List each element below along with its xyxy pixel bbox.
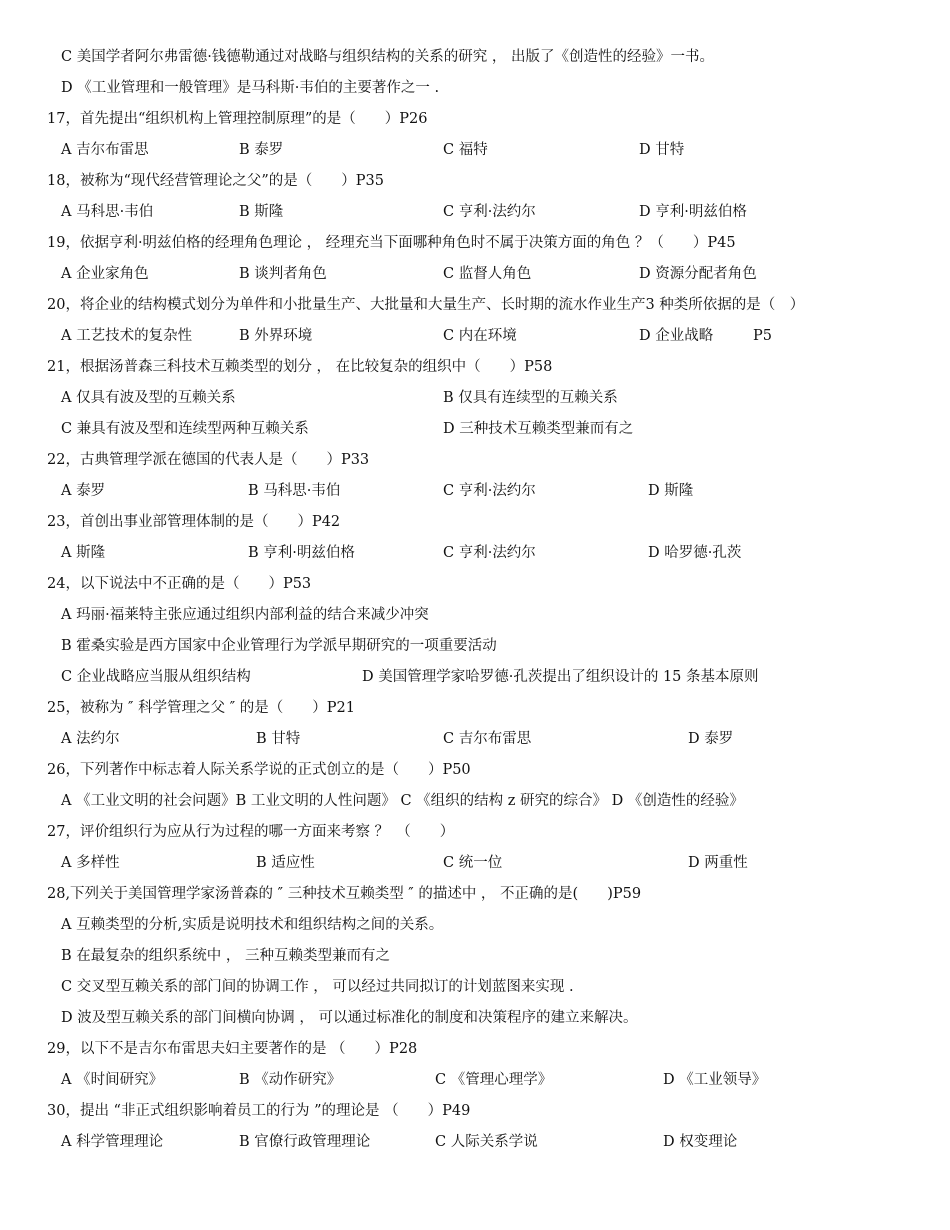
option-text: A 泰罗 bbox=[61, 483, 106, 499]
option-text: D 两重性 bbox=[688, 855, 748, 871]
question-text: 25，被称为 ″ 科学管理之父 ″ 的是（ ）P21 bbox=[47, 700, 355, 716]
option-text: D 三种技术互赖类型兼而有之 bbox=[443, 421, 634, 437]
option-text: B 霍桑实验是西方国家中企业管理行为学派早期研究的一项重要活动 bbox=[61, 638, 497, 654]
option-text: D 泰罗 bbox=[688, 731, 734, 747]
option-text: C 福特 bbox=[443, 142, 488, 158]
question-text: 20，将企业的结构模式划分为单件和小批量生产、大批量和大量生产、长时期的流水作业生产3 种类所依据的是（ ） bbox=[47, 297, 805, 313]
option-text: C 《管理心理学》 bbox=[435, 1072, 553, 1088]
option-text: A 仅具有波及型的互赖关系 bbox=[61, 390, 236, 406]
option-text: C 亨利·法约尔 bbox=[443, 545, 536, 561]
question-text: 29，以下不是吉尔布雷思夫妇主要著作的是 （ ）P28 bbox=[47, 1041, 418, 1057]
question-text: 28,下列关于美国管理学家汤普森的 ″ 三种技术互赖类型 ″ 的描述中 ， 不正确的是( )P59 bbox=[47, 886, 642, 902]
option-text: A 法约尔 bbox=[61, 731, 120, 747]
option-text: C 亨利·法约尔 bbox=[443, 204, 536, 220]
option-text: B 甘特 bbox=[256, 731, 301, 747]
option-text: B 斯隆 bbox=[239, 204, 284, 220]
option-text: D 哈罗德·孔茨 bbox=[648, 545, 742, 561]
option-text: A 工艺技术的复杂性 bbox=[61, 328, 193, 344]
option-text: C 统一位 bbox=[443, 855, 503, 871]
option-text: C 吉尔布雷思 bbox=[443, 731, 532, 747]
option-text: P5 bbox=[753, 328, 772, 344]
option-text: D 《工业领导》 bbox=[663, 1072, 767, 1088]
option-text: B 官僚行政管理理论 bbox=[239, 1134, 371, 1150]
option-text: C 企业战略应当服从组织结构 bbox=[61, 669, 251, 685]
option-text: C 美国学者阿尔弗雷德·钱德勒通过对战略与组织结构的关系的研究 ， 出版了《创造性的经验》一书。 bbox=[61, 49, 715, 65]
option-text: B 泰罗 bbox=[239, 142, 284, 158]
option-text: A 互赖类型的分析,实质是说明技术和组织结构之间的关系。 bbox=[61, 917, 444, 933]
option-text: B 谈判者角色 bbox=[239, 266, 327, 282]
question-text: 21，根据汤普森三科技术互赖类型的划分 ， 在比较复杂的组织中（ ）P58 bbox=[47, 359, 553, 375]
option-text: A 科学管理理论 bbox=[61, 1134, 164, 1150]
question-text: 30，提出 “非正式组织影响着员工的行为 ”的理论是 （ ）P49 bbox=[47, 1103, 471, 1119]
question-text: 24，以下说法中不正确的是（ ）P53 bbox=[47, 576, 312, 592]
option-text: B 外界环境 bbox=[239, 328, 313, 344]
option-text: A 《工业文明的社会问题》B 工业文明的人性问题》 C 《组织的结构 z 研究的综合》 D 《创造性的经验》 bbox=[61, 793, 744, 809]
option-text: B 在最复杂的组织系统中 ， 三种互赖类型兼而有之 bbox=[61, 948, 390, 964]
option-text: D 亨利·明兹伯格 bbox=[639, 204, 747, 220]
question-text: 18，被称为“现代经营管理论之父”的是（ ）P35 bbox=[47, 173, 384, 189]
option-text: A 企业家角色 bbox=[61, 266, 149, 282]
question-text: 27，评价组织行为应从行为过程的哪一方面来考察 ？ （ ） bbox=[47, 824, 455, 840]
option-text: D 资源分配者角色 bbox=[639, 266, 757, 282]
option-text: C 人际关系学说 bbox=[435, 1134, 538, 1150]
option-text: C 交叉型互赖关系的部门间的协调工作 ， 可以经过共同拟订的计划蓝图来实现 . bbox=[61, 979, 574, 995]
option-text: D 斯隆 bbox=[648, 483, 694, 499]
question-text: 23，首创出事业部管理体制的是（ ）P42 bbox=[47, 514, 341, 530]
option-text: C 亨利·法约尔 bbox=[443, 483, 536, 499]
option-text: D 权变理论 bbox=[663, 1134, 738, 1150]
question-text: 17，首先提出“组织机构上管理控制原理”的是（ ）P26 bbox=[47, 111, 428, 127]
option-text: D 波及型互赖关系的部门间横向协调 ， 可以通过标准化的制度和决策程序的建立来解决。 bbox=[61, 1010, 638, 1026]
option-text: B 适应性 bbox=[256, 855, 315, 871]
option-text: A 《时间研究》 bbox=[61, 1072, 164, 1088]
option-text: A 多样性 bbox=[61, 855, 120, 871]
option-text: C 内在环境 bbox=[443, 328, 517, 344]
question-text: 19，依据亨利·明兹伯格的经理角色理论 ， 经理充当下面哪种角色时不属于决策方面的角色 ？（ ）P45 bbox=[47, 235, 736, 251]
option-text: A 马科思·韦伯 bbox=[61, 204, 154, 220]
option-text: B 《动作研究》 bbox=[239, 1072, 342, 1088]
option-text: C 兼具有波及型和连续型两种互赖关系 bbox=[61, 421, 309, 437]
option-text: A 斯隆 bbox=[61, 545, 106, 561]
option-text: A 吉尔布雷思 bbox=[61, 142, 149, 158]
option-text: A 玛丽·福莱特主张应通过组织内部利益的结合来减少冲突 bbox=[61, 607, 429, 623]
option-text: B 马科思·韦伯 bbox=[248, 483, 341, 499]
option-text: D 《工业管理和一般管理》是马科斯·韦伯的主要著作之一 . bbox=[61, 80, 440, 96]
question-text: 22，古典管理学派在德国的代表人是（ ）P33 bbox=[47, 452, 370, 468]
option-text: D 企业战略 bbox=[639, 328, 714, 344]
option-text: D 甘特 bbox=[639, 142, 685, 158]
option-text: C 监督人角色 bbox=[443, 266, 532, 282]
option-text: B 仅具有连续型的互赖关系 bbox=[443, 390, 618, 406]
question-text: 26，下列著作中标志着人际关系学说的正式创立的是（ ）P50 bbox=[47, 762, 471, 778]
option-text: B 亨利·明兹伯格 bbox=[248, 545, 355, 561]
option-text: D 美国管理学家哈罗德·孔茨提出了组织设计的 15 条基本原则 bbox=[362, 669, 759, 685]
